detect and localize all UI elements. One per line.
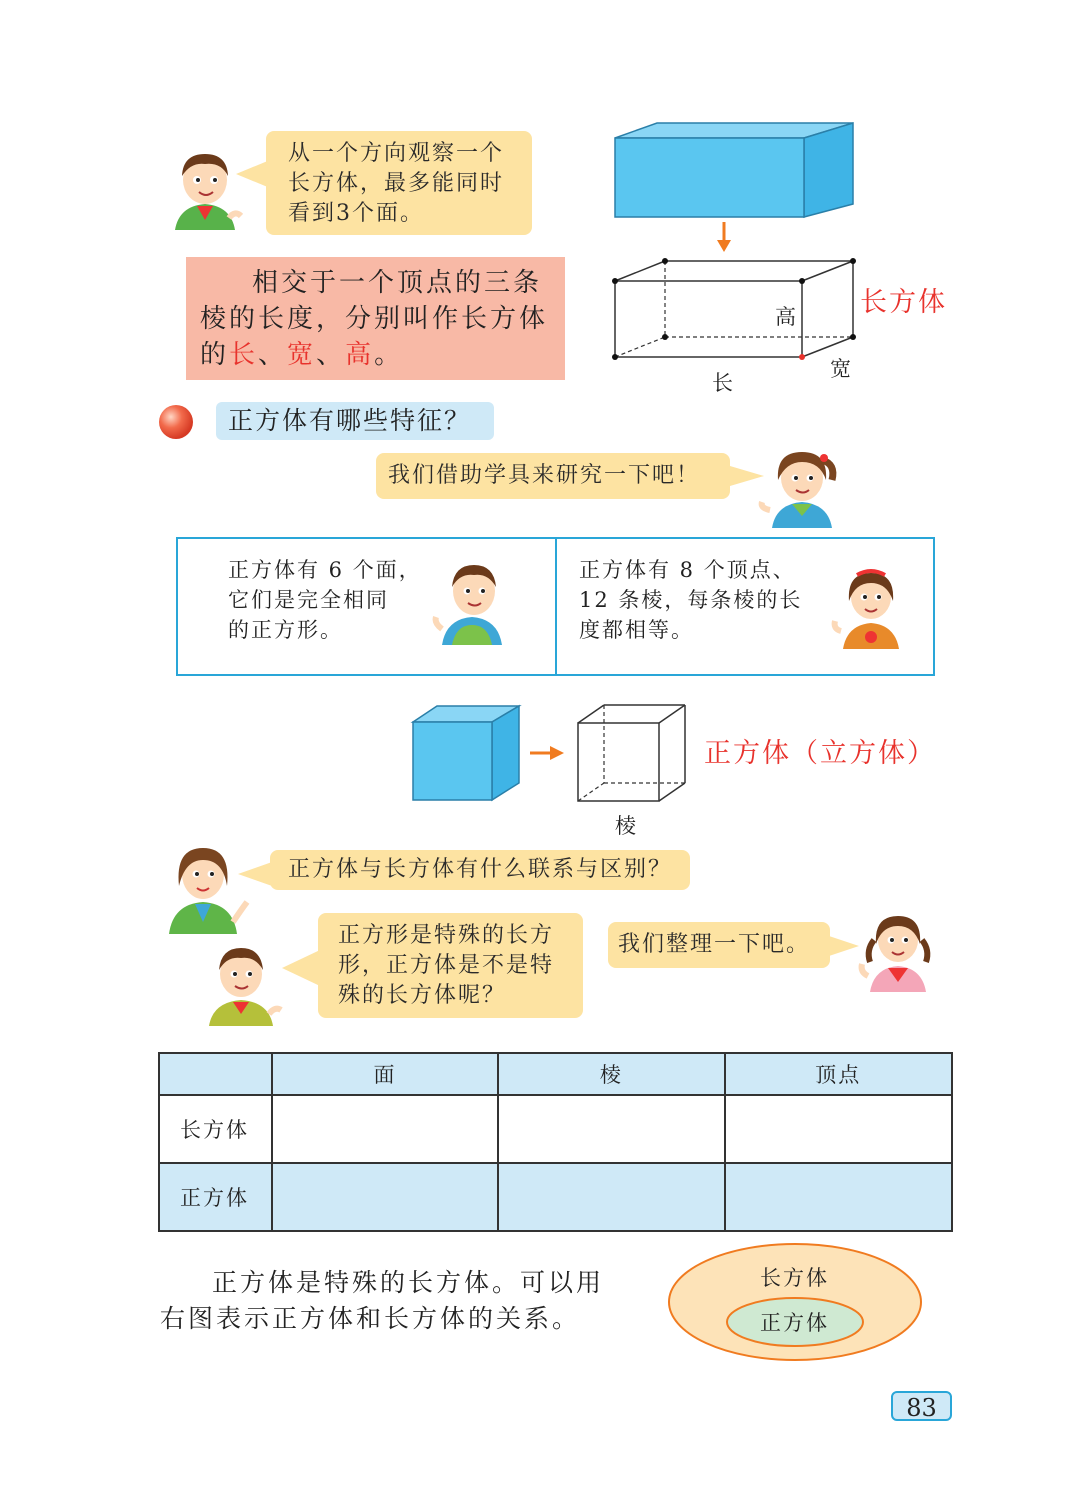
table-header-cell: 棱 [498, 1053, 724, 1095]
table-cell[interactable] [725, 1095, 952, 1163]
girl-illustration-2 [831, 567, 907, 649]
cube-solid-figure [410, 703, 522, 803]
cuboid-label: 长方体 [860, 287, 947, 318]
bubble-line: 看到3个面。 [288, 201, 424, 226]
speech-bubble-tools: 我们借助学具来研究一下吧！ [376, 453, 730, 499]
cube-label: 正方体（立方体） [704, 738, 936, 769]
right-arrow-icon [530, 743, 566, 763]
definition-line: 棱的长度，分别叫作长方体 [200, 304, 549, 334]
table-cell[interactable] [272, 1095, 498, 1163]
cuboid-definition-box [186, 257, 565, 380]
girl-illustration-3 [858, 910, 938, 992]
bubble-line: 正方形是特殊的长方 [338, 923, 555, 948]
down-arrow-icon [714, 222, 734, 254]
boy-illustration-3 [205, 944, 283, 1026]
feature-line: 它们是完全相同 [228, 588, 389, 612]
boy-illustration-1 [165, 148, 245, 230]
bubble-line: 殊的长方体呢？ [338, 983, 507, 1008]
cuboid-wireframe-figure [605, 252, 865, 367]
feature-box-faces [176, 537, 557, 676]
conclusion-line: 右图表示正方体和长方体的关系。 [160, 1304, 581, 1333]
bubble-line: 从一个方向观察一个 [288, 141, 505, 166]
bubble-line: 形，正方体是不是特 [338, 953, 555, 978]
venn-diagram [665, 1240, 925, 1364]
definition-line-3 [200, 337, 555, 373]
table-row [159, 1095, 952, 1163]
width-label: 宽 [830, 357, 851, 381]
table-cell[interactable] [498, 1163, 724, 1231]
feature-box-edges [555, 537, 935, 676]
table-cell[interactable] [272, 1163, 498, 1231]
feature-line: 的正方形。 [228, 618, 343, 642]
row-label-cuboid: 长方体 [159, 1095, 272, 1163]
bubble-line: 长方体，最多能同时 [288, 171, 505, 196]
feature-faces-text [228, 555, 422, 645]
table-header-cell [159, 1053, 272, 1095]
red-ball-icon [157, 403, 195, 441]
separator: 、 [258, 340, 288, 370]
feature-line: 正方体有 6 个面， [228, 558, 422, 582]
venn-outer-label: 长方体 [760, 1266, 829, 1290]
conclusion-line: 正方体是特殊的长方体。可以用 [212, 1268, 605, 1297]
conclusion-text [160, 1265, 640, 1337]
feature-line: 12 条棱，每条棱的长 [579, 588, 803, 612]
cuboid-solid-figure [612, 120, 857, 222]
definition-line: 相交于一个顶点的三条 [252, 268, 543, 298]
teacher-illustration [163, 842, 253, 934]
speech-bubble-organize: 我们整理一下吧。 [608, 922, 830, 968]
speech-bubble-relation: 正方体与长方体有什么联系与区别？ [270, 850, 690, 890]
comparison-table [158, 1052, 953, 1232]
term-width: 宽 [287, 340, 317, 370]
speech-bubble-observe [266, 131, 532, 235]
cube-wireframe-figure [574, 701, 689, 805]
term-length: 长 [229, 340, 259, 370]
feature-line: 度都相等。 [579, 618, 694, 642]
feature-edges-text [579, 555, 802, 645]
table-header-row [159, 1053, 952, 1095]
table-header-cell: 顶点 [725, 1053, 952, 1095]
table-row [159, 1163, 952, 1231]
term-height: 高 [345, 340, 375, 370]
table-cell[interactable] [725, 1163, 952, 1231]
girl-illustration-1 [758, 446, 842, 528]
table-cell[interactable] [498, 1095, 724, 1163]
height-label: 高 [775, 305, 796, 329]
row-label-cube: 正方体 [159, 1163, 272, 1231]
edge-label: 棱 [615, 814, 636, 838]
feature-line: 正方体有 8 个顶点、 [579, 558, 796, 582]
period: 。 [374, 340, 404, 370]
separator: 、 [316, 340, 346, 370]
cube-features-question: 正方体有哪些特征？ [216, 402, 494, 440]
venn-inner-label: 正方体 [760, 1311, 829, 1335]
table-header-cell: 面 [272, 1053, 498, 1095]
definition-prefix: 的 [200, 340, 230, 370]
boy-illustration-2 [432, 559, 508, 645]
page-number: 83 [891, 1391, 952, 1421]
length-label: 长 [712, 371, 733, 395]
speech-bubble-special [318, 913, 583, 1018]
